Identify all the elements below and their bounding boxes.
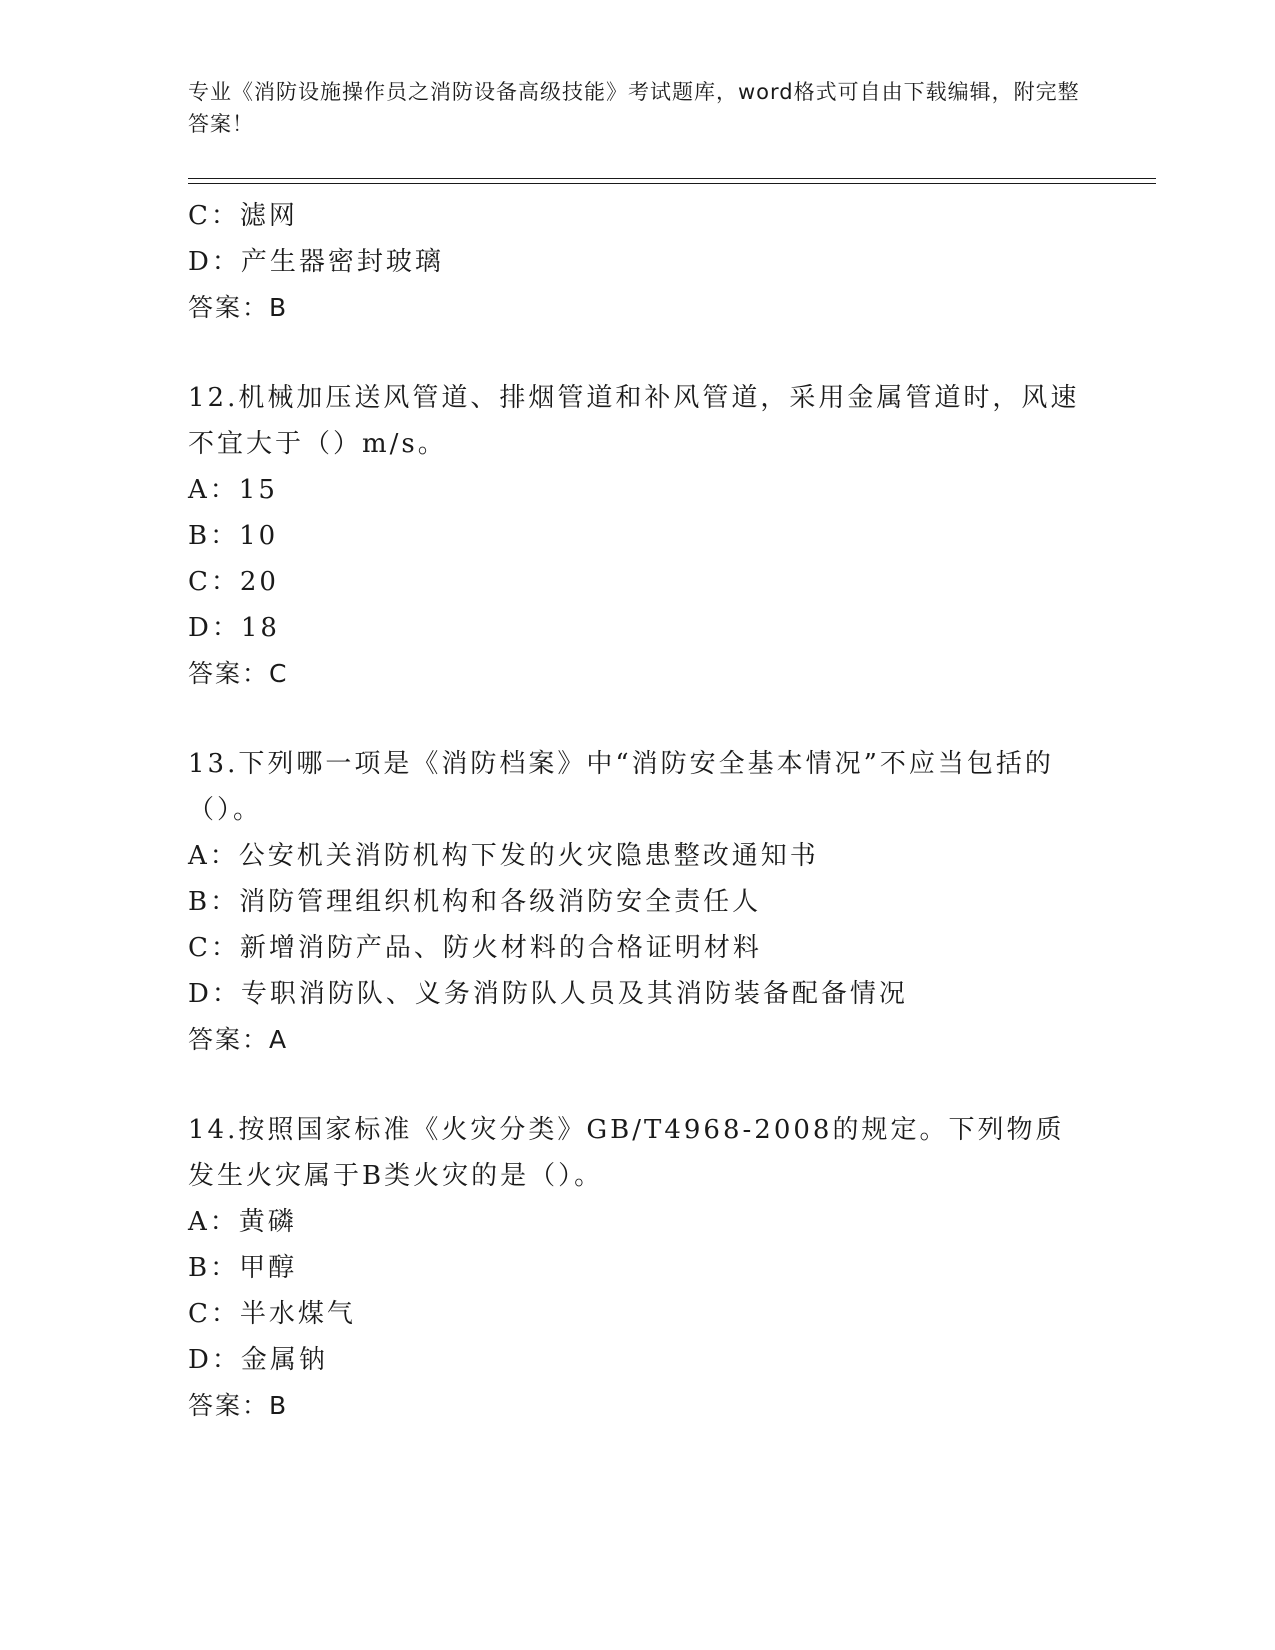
question-stem: 13.下列哪一项是《消防档案》中“消防安全基本情况”不应当包括的（）。 xyxy=(188,749,1054,825)
question-14 xyxy=(188,1107,1088,1429)
option-a: A：公安机关消防机构下发的火灾隐患整改通知书 xyxy=(188,841,819,871)
option-c: C：半水煤气 xyxy=(188,1299,356,1329)
option-b: B：甲醇 xyxy=(188,1253,298,1283)
option-d: D：金属钠 xyxy=(188,1345,328,1375)
question-stem: 14.按照国家标准《火灾分类》GB/T4968-2008的规定。下列物质发生火灾属于B类火灾的是（）。 xyxy=(188,1115,1065,1191)
option-c: C：新增消防产品、防火材料的合格证明材料 xyxy=(188,933,762,963)
page-header: 专业《消防设施操作员之消防设备高级技能》考试题库，word格式可自由下载编辑，附完整答案！ xyxy=(188,80,1080,136)
answer: 答案：C xyxy=(188,659,289,688)
option-b: B：10 xyxy=(188,521,279,551)
answer: 答案：B xyxy=(188,1391,289,1420)
previous-question-tail xyxy=(188,193,1088,331)
option-d: D：18 xyxy=(188,613,280,643)
option-b: B：消防管理组织机构和各级消防安全责任人 xyxy=(188,887,762,917)
header-divider-bottom xyxy=(188,183,1156,184)
option-a: A：15 xyxy=(188,475,278,505)
question-stem: 12.机械加压送风管道、排烟管道和补风管道，采用金属管道时，风速不宜大于（）m/s。 xyxy=(188,383,1080,459)
option-c: C：20 xyxy=(188,567,279,597)
header-divider-top xyxy=(188,178,1156,179)
option-a: A：黄磷 xyxy=(188,1207,297,1237)
answer: 答案：B xyxy=(188,293,289,322)
option-c: C：滤网 xyxy=(188,201,298,231)
answer: 答案：A xyxy=(188,1025,289,1054)
question-12 xyxy=(188,375,1088,697)
document-body xyxy=(188,193,1088,1429)
option-d: D：专职消防队、义务消防队人员及其消防装备配备情况 xyxy=(188,979,908,1009)
question-13 xyxy=(188,741,1088,1063)
option-d: D：产生器密封玻璃 xyxy=(188,247,444,277)
